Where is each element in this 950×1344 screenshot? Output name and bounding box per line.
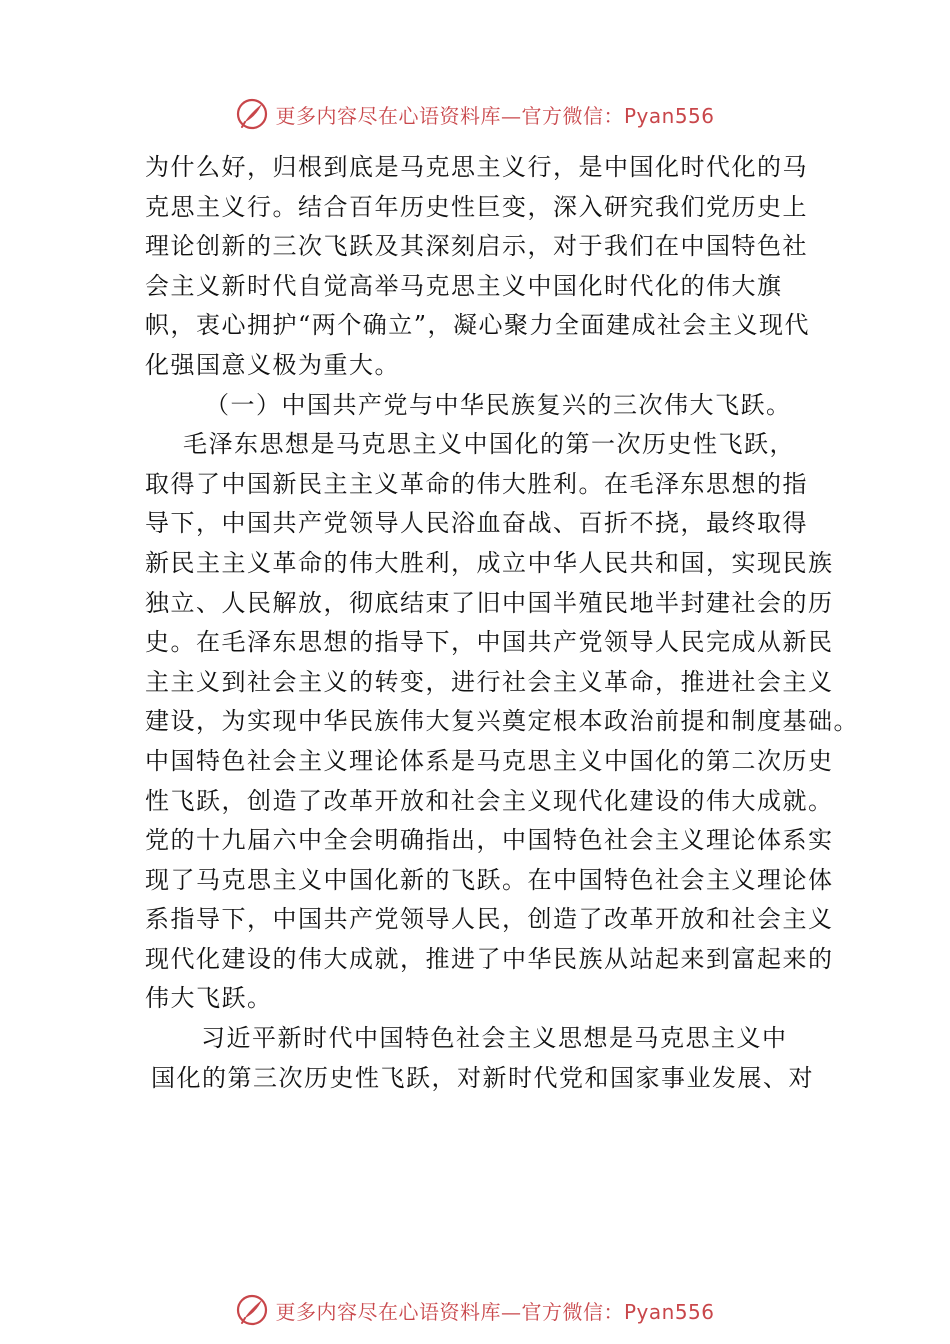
text-line: 国化的第三次历史性飞跃，对新时代党和国家事业发展、对 [151,1063,814,1092]
quill-logo-icon [235,97,269,131]
watermark-wechat-id: Pyan556 [623,1299,715,1324]
text-line: 习近平新时代中国特色社会主义思想是马克思主义中 [201,1024,788,1053]
watermark-site-name: 更多内容尽在心语资料库 [275,103,501,128]
text-line: 导下，中国共产党领导人民浴血奋战、百折不挠，最终取得 [145,509,808,538]
text-line: 伟大飞跃。 [145,984,273,1013]
text-line: 党的十九届六中全会明确指出，中国特色社会主义理论体系实 [145,826,834,855]
watermark-separator: — [500,103,522,128]
text-line: 会主义新时代自觉高举马克思主义中国化时代化的伟大旗 [145,271,783,300]
watermark-wechat-label: 官方微信： [521,1299,624,1324]
text-line: 克思主义行。结合百年历史性巨变，深入研究我们党历史上 [145,192,808,221]
text-line: 帜，衷心拥护“两个确立”，凝心聚力全面建成社会主义现代 [145,311,811,340]
text-line: 中国特色社会主义理论体系是马克思主义中国化的第二次历史 [145,746,834,775]
text-line: 建设，为实现中华民族伟大复兴奠定根本政治前提和制度基础。 [145,707,859,736]
watermark-separator: — [500,1299,522,1324]
watermark-text [275,1296,714,1325]
text-line: 现代化建设的伟大成就，推进了中华民族从站起来到富起来的 [145,944,834,973]
text-line: 主主义到社会主义的转变，进行社会主义革命，推进社会主义 [145,667,834,696]
text-line: 取得了中国新民主主义革命的伟大胜利。在毛泽东思想的指 [145,469,808,498]
text-line: 史。在毛泽东思想的指导下，中国共产党领导人民完成从新民 [145,628,834,657]
text-line: 为什么好，归根到底是马克思主义行，是中国化时代化的马 [145,153,808,181]
watermark-text [275,100,714,129]
text-line: 系指导下，中国共产党领导人民，创造了改革开放和社会主义 [145,905,834,934]
text-line: 新民主主义革命的伟大胜利，成立中华人民共和国，实现民族 [145,548,834,577]
footer-watermark-banner [0,1290,950,1330]
quill-logo-icon [235,1293,269,1327]
document-body [145,148,859,1098]
section-heading: （一）中国共产党与中华民族复兴的三次伟大飞跃。 [205,390,792,419]
text-line: 化强国意义极为重大。 [145,350,400,379]
watermark-wechat-id: Pyan556 [623,103,715,128]
text-line: 现了马克思主义中国化新的飞跃。在中国特色社会主义理论体 [145,865,834,894]
text-line: 独立、人民解放，彻底结束了旧中国半殖民地半封建社会的历 [145,588,834,617]
text-line: 毛泽东思想是马克思主义中国化的第一次历史性飞跃， [183,430,795,459]
text-line: 理论创新的三次飞跃及其深刻启示，对于我们在中国特色社 [145,232,808,261]
text-line: 性飞跃，创造了改革开放和社会主义现代化建设的伟大成就。 [145,786,834,815]
watermark-site-name: 更多内容尽在心语资料库 [275,1299,501,1324]
watermark-wechat-label: 官方微信： [521,103,624,128]
header-watermark-banner [0,94,950,134]
